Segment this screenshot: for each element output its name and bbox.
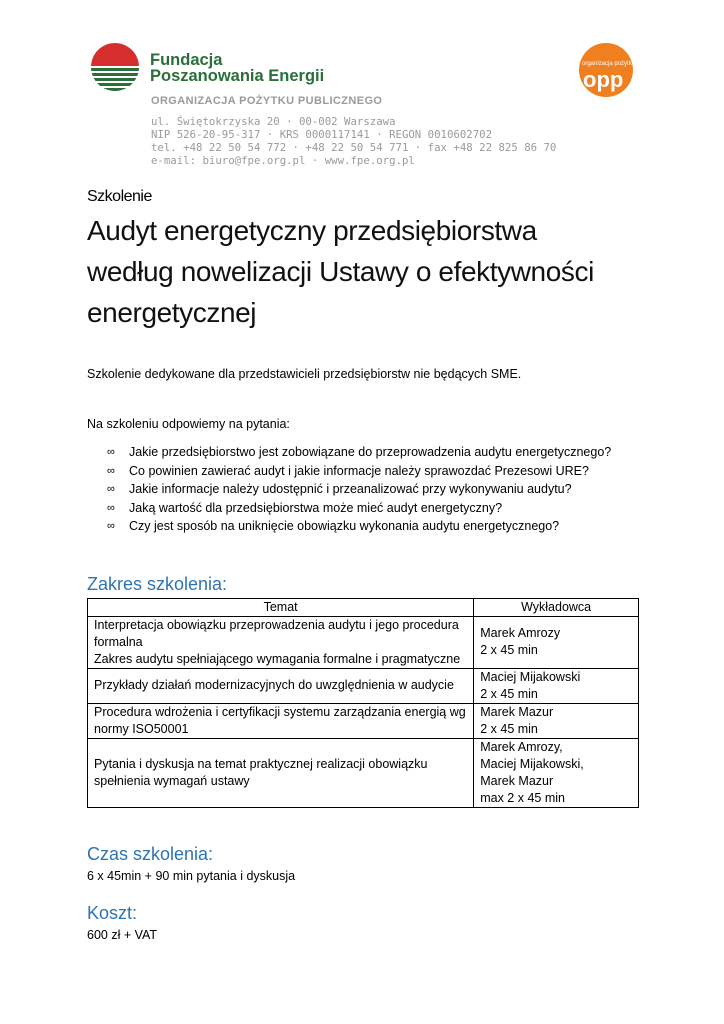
- time-heading: Czas szkolenia:: [87, 843, 214, 864]
- document-body: [87, 188, 639, 942]
- lecturer-cell: Marek Amrozy 2 x 45 min: [474, 616, 639, 668]
- list-item: [87, 480, 639, 499]
- bullet-icon: ∞: [107, 520, 115, 532]
- topic-cell: Procedura wdrożenia i certyfikacji systemu zarządzania energią wg normy ISO50001: [88, 703, 474, 738]
- kicker: Szkolenie: [87, 188, 152, 205]
- org-name: [150, 52, 324, 84]
- list-item: [87, 499, 639, 518]
- list-item: [87, 462, 639, 481]
- question-text: Jakie informacje należy udostępnić i przeanalizować przy wykonywaniu audytu?: [129, 482, 572, 496]
- title-line1: Audyt energetyczny przedsiębiorstwa: [87, 215, 537, 246]
- question-text: Czy jest sposób na uniknięcie obowiązku wykonania audytu energetycznego?: [129, 519, 560, 533]
- questions-intro: Na szkoleniu odpowiemy na pytania:: [87, 417, 290, 431]
- cost-heading: Koszt:: [87, 902, 138, 923]
- org-name-line2: Poszanowania Energii: [150, 67, 325, 85]
- lecturer-cell: Marek Amrozy, Maciej Mijakowski, Marek Mazur max 2 x 45 min: [474, 738, 639, 807]
- title-line3: energetycznej: [87, 297, 257, 328]
- question-text: Co powinien zawierać audyt i jakie informacje należy sprawozdać Prezesowi URE?: [129, 463, 589, 478]
- org-name-line1: Fundacja: [150, 51, 223, 69]
- contact-block: [151, 95, 556, 167]
- scope-heading: Zakres szkolenia:: [87, 573, 228, 594]
- address: ul. Świętokrzyska 20 · 00-002 Warszawa: [151, 115, 396, 128]
- page-title: [87, 210, 639, 333]
- table-row: [88, 668, 639, 703]
- table-row: [88, 738, 639, 807]
- bullet-icon: ∞: [107, 464, 115, 477]
- opp-status: ORGANIZACJA POŻYTKU PUBLICZNEGO: [151, 95, 383, 107]
- lecturer-cell: Maciej Mijakowski 2 x 45 min: [474, 668, 639, 703]
- table-row: [88, 703, 639, 738]
- email-web: e-mail: biuro@fpe.org.pl · www.fpe.org.pl: [151, 154, 415, 167]
- lecturer-cell: Marek Mazur 2 x 45 min: [474, 703, 639, 738]
- opp-logo-icon: [578, 42, 669, 98]
- topic-cell: Interpretacja obowiązku przeprowadzenia audytu i jego procedura formalna Zakres audytu spełniającego wymagania formalne i pragmatyczne: [88, 616, 474, 668]
- registry-numbers: NIP 526-20-95-317 · KRS 0000117141 · REGON 0010602702: [151, 128, 493, 141]
- list-item: [87, 517, 639, 536]
- letterhead: [0, 0, 724, 168]
- title-line2: według nowelizacji Ustawy o efektywności: [87, 256, 594, 287]
- opp-logo-text: opp: [583, 67, 624, 92]
- bullet-icon: ∞: [107, 446, 115, 458]
- bullet-icon: ∞: [107, 501, 115, 514]
- schedule-table: [87, 598, 639, 808]
- table-header-row: [88, 598, 639, 616]
- phone-numbers: tel. +48 22 50 54 772 · +48 22 50 54 771 · fax +48 22 825 86 70: [151, 141, 557, 154]
- list-item: [87, 443, 639, 462]
- question-text: Jakie przedsiębiorstwo jest zobowiązane do przeprowadzenia audytu energetycznego?: [129, 445, 612, 459]
- time-value: 6 x 45min + 90 min pytania i dyskusja: [87, 868, 296, 883]
- topic-cell: Pytania i dyskusja na temat praktycznej realizacji obowiązku spełnienia wymagań ustawy: [88, 738, 474, 807]
- questions-list: [87, 443, 639, 536]
- table-row: [88, 616, 639, 668]
- question-text: Jaką wartość dla przedsiębiorstwa może mieć audyt energetyczny?: [129, 500, 503, 515]
- topic-cell: Przykłady działań modernizacyjnych do uwzględnienia w audycie: [88, 668, 474, 703]
- column-header-topic: Temat: [88, 598, 474, 616]
- fpe-logo-icon: [90, 42, 140, 92]
- opp-badge-text: organizacja pożytku publicznego: [582, 61, 669, 67]
- dedication-text: Szkolenie dedykowane dla przedstawicieli przedsiębiorstw nie będących SME.: [87, 367, 522, 381]
- column-header-lecturer: Wykładowca: [474, 598, 639, 616]
- bullet-icon: ∞: [107, 483, 115, 495]
- cost-value: 600 zł + VAT: [87, 927, 158, 942]
